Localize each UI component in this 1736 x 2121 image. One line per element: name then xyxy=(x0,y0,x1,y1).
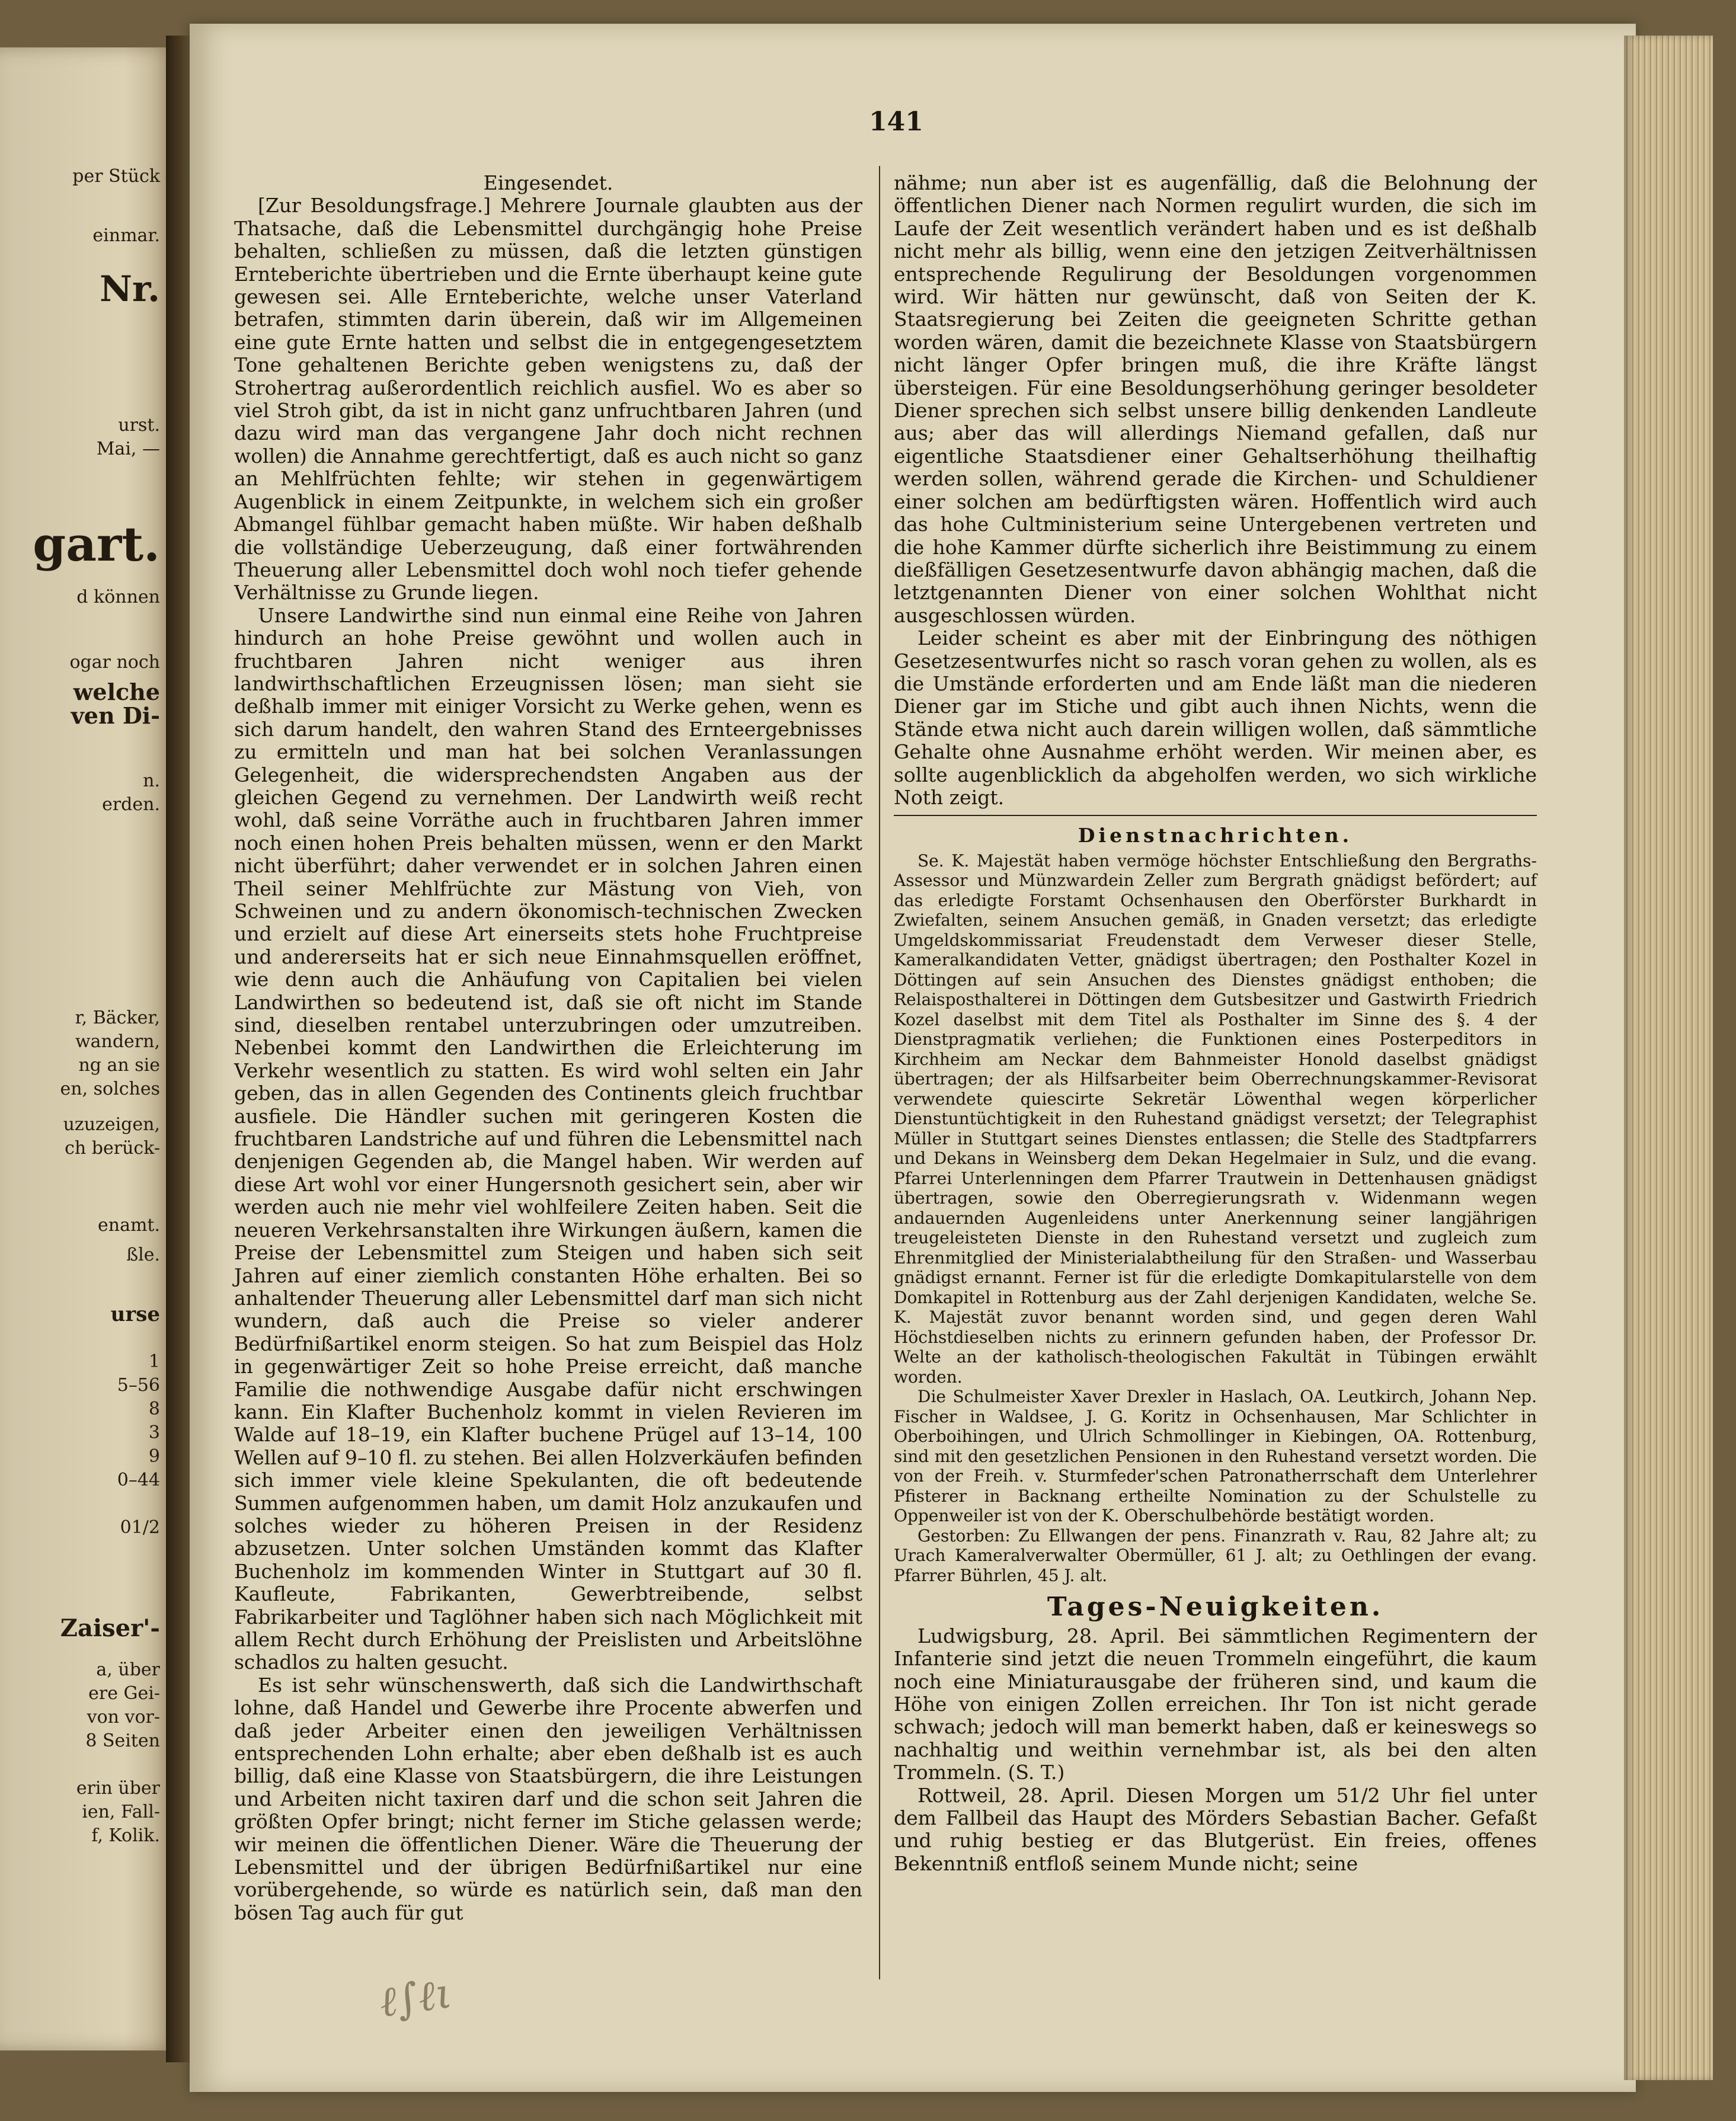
section-heading-eingesendet: Eingesendet. xyxy=(483,171,613,194)
left-page-text-fragment: a, über xyxy=(96,1659,160,1680)
left-page-text-fragment: ven Di- xyxy=(71,702,160,729)
left-page-text-fragment: welche xyxy=(73,679,160,705)
left-page-text-fragment: ch berück- xyxy=(65,1138,160,1159)
left-page-text-fragment: r, Bäcker, xyxy=(75,1007,160,1028)
left-page-text-fragment: erin über xyxy=(76,1778,160,1799)
news-paragraph: Se. K. Majestät haben vermöge höchster Entschließung den Bergraths-Assessor und Münzwardein Zeller zum Bergrath gnädigst befördert; auf das erledigte Forstamt Ochsenhausen den Oberförster Burkhardt in Zwiefalten, seinem Ansuchen gemäß, in Gnaden versetzt; das erledigte Umgeldskommissariat Freudenstadt dem Verweser dieser Stelle, Kameralkandidaten Vetter, gnädigst übertragen; den Posthalter Kozel in Döttingen auf sein Ansuchen des Dienstes gnädigst enthoben; die Relaisposthalterei in Döttingen dem Gutsbesitzer und Gastwirth Friedrich Kozel daselbst mit dem Titel als Posthalter im Sinne des §. 4 der Dienstpragmatik verliehen; die Funktionen eines Posterpeditors in Kirchheim am Neckar dem Bahnmeister Honold daselbst gnädigst übertragen; der als Hilfsarbeiter beim Oberrechnungskammer-Revisorat verwendete quiescirte Sekretär Löwenthal wegen körperlicher Dienstuntüchtigkeit in den Ruhestand gnädigst versetzt; der Telegraphist Müller in Stuttgart seines Dienstes entlassen; die Stelle des Stadtpfarrers und Dekans in Weinsberg dem Dekan Hegelmaier in Sulz, und die evang. Pfarrei Unterlenningen dem Pfarrer Trautwein in Dettenhausen gnädigst übertragen, sowie den Oberregierungsrath v. Widenmann wegen andauernden Augenleidens unter Anerkennung seiner langjährigen treugeleisteten Dienste in den Ruhestand versetzt und zugleich zum Ehrenmitglied der Ministerialabtheilung für den Straßen- und Wasserbau gnädigst ernannt. Ferner ist für die erledigte Domkapitularstelle von dem Domkapitel in Rottenburg aus der Zahl derjenigen Kandidaten, welche Se. K. Majestät zuvor benannt worden sind, und gegen deren Wahl Höchstdieselben nichts zu erinnern gefunden haben, der Professor Dr. Welte an der katholisch-theologischen Fakultät in Tübingen erwählt worden. xyxy=(894,850,1537,1387)
page-number: 141 xyxy=(869,107,923,137)
left-page-text-fragment: wandern, xyxy=(75,1031,160,1052)
left-page-text-fragment: 5–56 xyxy=(117,1375,160,1396)
news-paragraph: Ludwigsburg, 28. April. Bei sämmtlichen Regimentern der Infanterie sind jetzt die neuen Trommeln eingeführt, die kaum noch eine Miniaturausgabe der früheren sind, und kaum die Höhe von einigen Zollen erreichen. Ihr Ton ist nicht gerade schwach; jedoch will man bemerkt haben, daß er keineswegs so nachhaltig und weithin vernehmbar ist, als bei den alten Trommeln. (S. T.) xyxy=(894,1624,1537,1784)
left-page-text-fragment: Nr. xyxy=(100,268,160,310)
article-paragraph: nähme; nun aber ist es augenfällig, daß die Belohnung der öffentlichen Diener nach Normen regulirt wurden, die sich im Laufe der Zeit wesentlich verändert haben und es ist deßhalb nicht mehr als billig, wenn eine den jetzigen Zeitverhältnissen entsprechende Regulirung der Besoldungen vorgenommen wird. Wir hätten nur gewünscht, daß von Seiten der K. Staatsregierung bei Zeiten die geeigneten Schritte gethan worden wären, damit die bezeichnete Klasse von Staatsbürgern nicht länger Opfer bringen muß, die ihre Kräfte längst übersteigen. Für eine Besoldungserhöhung geringer besoldeter Diener sprechen sich selbst unsere billig denkenden Landleute aus; aber das will allerdings Niemand gefallen, daß nur eigentliche Staatsdiener einer Gehaltserhöhung theilhaftig werden sollen, während gerade die Kirchen- und Schuldiener einer solchen am bedürftigsten wären. Hoffentlich wird auch das hohe Cultministerium seine Untergebenen vertreten und die hohe Kammer dürfte sicherlich ihre Beistimmung zu einem dießfälligen Gesetzesentwurfe davon abhängig machen, daß die letztgenannten Diener von einer solchen Wohlthat nicht ausgeschlossen würden. xyxy=(894,171,1537,627)
left-page-text-fragment: f, Kolik. xyxy=(91,1825,160,1846)
left-page-fragment xyxy=(0,47,178,2050)
handwritten-signature: ℓ∫ℓι xyxy=(376,1968,455,2027)
left-page-text-fragment: ogar noch xyxy=(69,652,160,673)
article-paragraph: Leider scheint es aber mit der Einbringung des nöthigen Gesetzesentwurfes nicht so rasch voran gehen zu wollen, als es die Umstände erforderten und am Ende läßt man die niederen Diener gar im Stiche und gibt auch ihnen Nichts, wenn die Stände etwa nicht auch darein willigen wollen, daß sämmtliche Gehalte ohne Ausnahme erhöht werden. Wir meinen aber, es sollte augenblicklich da abgeholfen werden, wo sich wirkliche Noth zeigt. xyxy=(894,626,1537,809)
left-page-text-fragment: 9 xyxy=(148,1446,160,1467)
left-page-text-fragment: 8 Seiten xyxy=(85,1730,160,1751)
left-page-text-fragment: 0–44 xyxy=(117,1470,160,1490)
page-edge xyxy=(1624,36,1713,2080)
left-page-text-fragment: ng an sie xyxy=(78,1055,160,1076)
section-heading-tages-neuigkeiten: Tages-Neuigkeiten. xyxy=(1047,1592,1384,1623)
left-page-text-fragment: en, solches xyxy=(60,1079,160,1099)
left-page-text-fragment: 8 xyxy=(148,1399,160,1419)
left-page-text-fragment: einmar. xyxy=(92,225,160,246)
left-page-text-fragment: gart. xyxy=(33,516,160,572)
left-page-text-fragment: urst. xyxy=(118,415,160,436)
left-page-text-fragment: ere Gei- xyxy=(88,1683,160,1704)
left-page-text-fragment: ien, Fall- xyxy=(82,1802,160,1822)
left-page-text-fragment: 1 xyxy=(148,1351,160,1372)
left-page-text-fragment: 01/2 xyxy=(120,1517,160,1538)
left-page-text-fragment: uzuzeigen, xyxy=(63,1114,160,1135)
right-column xyxy=(894,172,1537,1875)
left-page-text-fragment: ßle. xyxy=(126,1245,160,1265)
article-paragraph: [Zur Besoldungsfrage.] Mehrere Journale glaubten aus der Thatsache, daß die Lebensmittel durchgängig hohe Preise behalten, schließen zu müssen, daß die letzten günstigen Ernteberichte übertrieben und die Ernte überhaupt keine gute gewesen sei. Alle Ernteberichte, welche unser Vaterland betrafen, stimmten darin überein, daß wir im Allgemeinen eine gute Ernte hatten und selbst die in entgegengesetztem Tone gehaltenen Berichte geben wenigstens zu, daß der Strohertrag außerordentlich reichlich ausfiel. Wo es aber so viel Stroh gibt, da ist in nicht ganz unfruchtbaren Jahren (und dazu wird man das vergangene Jahr doch nicht rechnen wollen) die Annahme gerechtfertigt, daß es auch nicht so ganz an Mehlfrüchten fehlte; wir stehen in gegenwärtigem Augenblick in einem Zeitpunkte, in welchem sich ein großer Abmangel fühlbar gemacht haben müßte. Wir haben deßhalb die vollständige Ueberzeugung, daß einer fortwährenden Theuerung aller Lebensmittel doch wohl noch tiefer gehende Verhältnisse zu Grunde liegen. xyxy=(234,194,862,604)
left-page-text-fragment: Mai, — xyxy=(96,439,160,459)
left-page-text-fragment: 3 xyxy=(148,1422,160,1443)
article-paragraph: Unsere Landwirthe sind nun einmal eine Reihe von Jahren hindurch an hohe Preise gewöhnt und wollen auch in fruchtbaren Jahren nicht weniger aus ihren landwirthschaftlichen Erzeugnissen lösen; man sieht sie deßhalb immer mit einiger Vorsicht zu Werke gehen, wenn es sich darum handelt, den wahren Stand des Ernteergebnisses zu ermitteln und man hat bei solchen Veranlassungen Gelegenheit, die widersprechendsten Angaben aus der gleichen Gegend zu vernehmen. Der Landwirth weiß recht wohl, daß seine Vorräthe auch in fruchtbaren Jahren immer noch einen hohen Preis behalten müssen, wenn er den Markt nicht überführt; daher verwendet er in solchen Jahren einen Theil seiner Mehlfrüchte zur Mästung von Vieh, von Schweinen und zu andern ökonomisch-technischen Zwecken und erzielt auf diese Art einerseits stets hohe Fruchtpreise und andererseits hat er sich neue Einnahmsquellen eröffnet, wie denn auch die Anhäufung von Capitalien bei vielen Landwirthen so bedeutend ist, daß sie oft nicht im Stande sind, dieselben rentabel unterzubringen oder umzutreiben. Nebenbei kommt den Landwirthen die Erleichterung im Verkehr wesentlich zu statten. Es wird wohl selten ein Jahr geben, das in allen Gegenden des Continents gleich fruchtbar ausfiele. Die Händler suchen mit geringeren Kosten die fruchtbaren Landstriche auf und führen die Lebensmittel nach denjenigen Gegenden ab, die Mangel haben. Wir werden auf diese Art wohl vor einer Hungersnoth gesichert sein, aber wir werden auch nie mehr viel wohlfeilere Zeiten haben. Seit die neueren Verkehrsanstalten ihre Wirkungen äußern, kamen die Preise der Lebensmittel zum Steigen und haben sich seit Jahren auf einer ziemlich constanten Höhe erhalten. Bei so anhaltender Theuerung aller Lebensmittel darf man sich nicht wundern, daß auch die Preise so vieler anderer Bedürfnißartikel enorm steigen. So hat zum Beispiel das Holz in gegenwärtiger Zeit so hohe Preise erreicht, daß manche Familie die nothwendige Ausgabe dafür nicht erschwingen kann. Ein Klafter Buchenholz kommt in vielen Revieren im Walde auf 18–19, ein Klafter buchene Prügel auf 13–14, 100 Wellen auf 9–10 fl. zu stehen. Bei allen Holzverkäufen befinden sich immer viele kleine Spekulanten, die oft bedeutende Summen aufgenommen haben, um damit Holz anzukaufen und solches wieder zu höheren Preisen in der Residenz abzusetzen. Unter solchen Umständen kommt das Klafter Buchenholz im kommenden Winter in Stuttgart auf 30 fl. Kaufleute, Fabrikanten, Gewerbtreibende, selbst Fabrikarbeiter und Taglöhner haben sich nach Möglichkeit mit allem Recht durch Erhöhung der Preislisten und Arbeitslöhne schadlos zu halten gesucht. xyxy=(234,603,862,1674)
left-page-text-fragment: d können xyxy=(76,587,160,607)
left-column xyxy=(234,172,862,1924)
news-paragraph: Gestorben: Zu Ellwangen der pens. Finanzrath v. Rau, 82 Jahre alt; zu Urach Kameralverwalter Obermüller, 61 J. alt; zu Oethlingen der evang. Pfarrer Bührlen, 45 J. alt. xyxy=(894,1525,1537,1585)
section-rule xyxy=(894,815,1537,816)
left-page-text-fragment: von vor- xyxy=(87,1707,160,1727)
section-heading-dienstnachrichten: Dienstnachrichten. xyxy=(1078,824,1353,847)
left-page-text-fragment: per Stück xyxy=(72,166,160,187)
left-page-text-fragment: urse xyxy=(110,1303,160,1326)
left-page-text-fragment: n. xyxy=(143,770,160,791)
news-paragraph: Rottweil, 28. April. Diesen Morgen um 51/2 Uhr fiel unter dem Fallbeil das Haupt des Mörders Sebastian Bacher. Gefaßt und ruhig bestieg er das Blutgerüst. Ein freies, offenes Bekenntniß entfloß seinem Munde nicht; seine xyxy=(894,1783,1537,1875)
news-paragraph: Die Schulmeister Xaver Drexler in Haslach, OA. Leutkirch, Johann Nep. Fischer in Waldsee, J. G. Koritz in Ochsenhausen, Mar Schlichter in Oberboihingen, und Ulrich Schmollinger in Kiebingen, OA. Rottenburg, sind mit den gesetzlichen Pensionen in den Ruhestand versetzt worden. Die von der Freih. v. Sturmfeder'schen Patronatherrschaft dem Unterlehrer Pfisterer in Backnang ertheilte Nomination zu der Schulstelle zu Oppenweiler ist von der K. Oberschulbehörde bestätigt worden. xyxy=(894,1387,1537,1526)
article-paragraph: Es ist sehr wünschenswerth, daß sich die Landwirthschaft lohne, daß Handel und Gewerbe ihre Procente abwerfen und daß jeder Arbeiter einen den jeweiligen Verhältnissen entsprechenden Lohn erhalte; aber eben deßhalb ist es auch billig, daß eine Klasse von Staatsbürgern, die ihre Leistungen und Arbeiten nicht taxiren darf und die schon seit Jahren die größten Opfer bringt; nicht ferner im Stiche gelassen werde; wir meinen die öffentlichen Diener. Wäre die Theuerung der Lebensmittel und der übrigen Bedürfnißartikel nur eine vorübergehende, so würde es natürlich sein, daß man den bösen Tag auch für gut xyxy=(234,1673,862,1924)
left-page-text-fragment: erden. xyxy=(102,794,160,815)
left-page-text-fragment: Zaiser'- xyxy=(60,1614,160,1642)
column-divider xyxy=(879,166,880,1979)
left-page-text-fragment: enamt. xyxy=(98,1215,160,1236)
